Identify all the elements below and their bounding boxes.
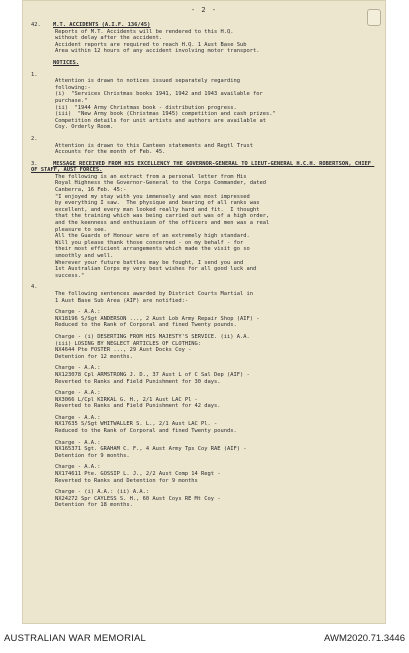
section-text-line: Accounts for the month of Feb. 45.	[55, 149, 166, 156]
charge-title: Charge - A.A.:	[55, 414, 101, 421]
charge-title: Charge - A.A.:	[55, 390, 101, 397]
section-text-line: (iii) "New Army book (Christmas 1945) competition and cash prizes."	[55, 111, 276, 118]
charge-text-line: Reverted to Ranks and Field Punishment for 30 days.	[55, 378, 221, 385]
document-section	[31, 60, 378, 67]
charge-text-line: Detention for 18 months.	[55, 502, 133, 509]
charge-gap	[31, 509, 378, 514]
charge-text-line: NX3066 L/Cpl KIRKAL G. H., 2/1 Aust LAC Pl -	[55, 396, 198, 403]
charge-title: Charge - A.A.:	[55, 464, 101, 471]
section-text-line: Wherever your future battles may be fought, I send you and	[55, 259, 244, 266]
section-text-line: Coy. Orderly Room.	[55, 124, 114, 131]
charge-text-line: NX24272 Spr CAYLESS S. H., 60 Aust Coys RE Mt Coy -	[55, 495, 221, 502]
section-heading-line	[31, 22, 378, 29]
section-text-line: smoothly and well.	[55, 253, 114, 259]
document-section	[31, 72, 378, 131]
charge-text-line: Detention for 9 months.	[55, 452, 130, 459]
section-heading-line	[31, 161, 378, 174]
section-text-line: Royal Highness the Governor-General to the Corps Commander, dated	[55, 180, 266, 187]
section-heading: NOTICES.	[53, 59, 79, 66]
section-text-line: Attention is drawn to this Canteen statements and Regtl Trust	[55, 142, 253, 149]
section-text-line: Reports of M.T. Accidents will be rendered to this H.Q.	[55, 28, 234, 35]
section-text-line: that the training which was being carried out was of a high order,	[55, 213, 270, 220]
charge-entry	[31, 390, 378, 410]
document-page	[22, 0, 386, 624]
footer-institution: AUSTRALIAN WAR MEMORIAL	[4, 633, 147, 644]
archive-footer	[0, 624, 409, 653]
charge-entry	[31, 365, 378, 385]
section-text-line: Attention is drawn to notices issued separately regarding	[55, 78, 240, 85]
charge-title: Charge - (i) A.A.: (ii) A.A.:	[55, 489, 150, 496]
charge-text-line: NX4644 Pte FOSTER ..., 29 Aust Docks Coy -	[55, 347, 192, 354]
document-section	[31, 22, 378, 55]
section-heading-line	[31, 60, 378, 67]
charge-text-line: Reverted to Ranks and Detention for 9 months	[55, 477, 198, 484]
charge-text-line: NX18196 S/Sgt ANDERSON ..., 2 Aust Lob Army Repair Shop (AIF) -	[55, 315, 260, 322]
section-text-line: Canberra, 16 Feb. 45:-	[55, 187, 127, 194]
section-text-line: The following is an extract from a personal letter from His	[55, 173, 247, 180]
charge-text-line: Reverted to Ranks and Field Punishment for 42 days.	[55, 403, 221, 410]
section-text-line: their most efficient arrangements which made the visit go so	[55, 246, 250, 253]
charge-text-line: NX165371 Sgt. GRAHAM C. F., 4 Aust Army Tps Coy RAE (AIF) -	[55, 446, 247, 453]
charge-text-line: Detention for 12 months.	[55, 353, 133, 360]
charge-entry	[31, 415, 378, 435]
section-text-line: "I enjoyed my stay with you immensely and was most impressed	[55, 193, 250, 200]
charge-text-line: Reduced to the Rank of Corporal and fined Twenty pounds.	[55, 322, 237, 329]
document-body	[31, 22, 378, 514]
section-text-line: without delay after the accident.	[55, 35, 163, 42]
section-text-line: and the keenness and enthusiasm of the officers and men was a real	[55, 220, 270, 227]
section-heading-line	[31, 284, 378, 291]
section-text-line: success."	[55, 272, 85, 279]
charge-entry	[31, 334, 378, 360]
section-text-line: following:-	[55, 84, 91, 91]
document-section	[31, 161, 378, 280]
section-number: 2.	[31, 135, 38, 142]
section-number: 1.	[31, 71, 38, 78]
charge-text-line: Reduced to the Rank of Corporal and fined Twenty pounds.	[55, 428, 237, 435]
charge-title: Charge - A.A.:	[55, 365, 101, 372]
section-text-line: All the Guards of Honour were of an extremely high standard.	[55, 233, 250, 240]
section-number: 42.	[31, 22, 41, 28]
section-heading: MESSAGE RECEIVED FROM HIS EXCELLENCY THE GOVERNOR-GENERAL TO LIEUT-GENERAL H.C.H. ROBERTSON, CHIEF OF STAFF, AUST FORCES.	[31, 160, 375, 174]
section-number: 4.	[31, 284, 38, 291]
footer-reference: AWM2020.71.3446	[324, 633, 405, 644]
section-heading-line	[31, 136, 378, 143]
charge-entry	[31, 440, 378, 460]
document-section	[31, 284, 378, 304]
section-number: 3.	[31, 160, 38, 167]
charge-text-line: NX123078 Cpl ARMSTRONG J. D., 37 Aust L of C Sal Dep (AIF) -	[55, 371, 250, 378]
section-text-line: purchase."	[55, 97, 88, 104]
section-heading-line	[31, 72, 378, 79]
section-text-line: by everything I saw. The physique and bearing of all ranks was	[55, 200, 260, 207]
charge-text-line: NX174611 Pte. GOSSIP L. J., 2/2 Aust Comp 14 Regt -	[55, 471, 221, 478]
charge-title: Charge - (i) DESERTING FROM HIS MAJESTY'S SERVICE. (ii) A.A.	[55, 333, 250, 340]
charge-title: Charge - A.A.:	[55, 309, 101, 316]
section-text-line: The following sentences awarded by District Courts Martial in	[55, 290, 253, 297]
section-text-line: excellent, and every man looked really hard and fit. I thought	[55, 206, 260, 213]
section-text-line: 1st Australian Corps my very best wishes for all good luck and	[55, 266, 257, 273]
document-section	[31, 136, 378, 156]
section-text-line: Area within 12 hours of any accident involving motor transport.	[55, 48, 260, 55]
section-text-line: (i) "Services Christmas books 1941, 1942 and 1943 available for	[55, 91, 263, 98]
charge-title: Charge - A.A.:	[55, 439, 101, 446]
charge-entry	[31, 309, 378, 329]
charge-entry	[31, 489, 378, 509]
section-text-line: (ii) "1944 Army Christmas book - distribution progress.	[55, 104, 237, 111]
section-text-line: pleasure to see.	[55, 226, 107, 233]
section-text-line: Competition details for unit artists and authors are available at	[55, 117, 266, 124]
charge-text-line: (iii) LOSING BY NEGLECT ARTICLES OF CLOTHING:	[55, 340, 202, 347]
section-heading: M.T. ACCIDENTS (A.I.F. 136/45)	[53, 22, 151, 28]
section-text-line: Will you please thank those concerned - on my behalf - for	[55, 239, 244, 246]
section-text-line: 1 Aust Base Sub Area (AIF) are notified:-	[55, 297, 189, 304]
charge-text-line: NX17635 S/Sgt WHITWALLER S. L., 2/1 Aust LAC Pl. -	[55, 421, 218, 428]
charge-entry	[31, 464, 378, 484]
page-number: - 2 -	[190, 6, 218, 14]
section-text-line: Accident reports are required to reach H.Q. 1 Aust Base Sub	[55, 41, 247, 48]
